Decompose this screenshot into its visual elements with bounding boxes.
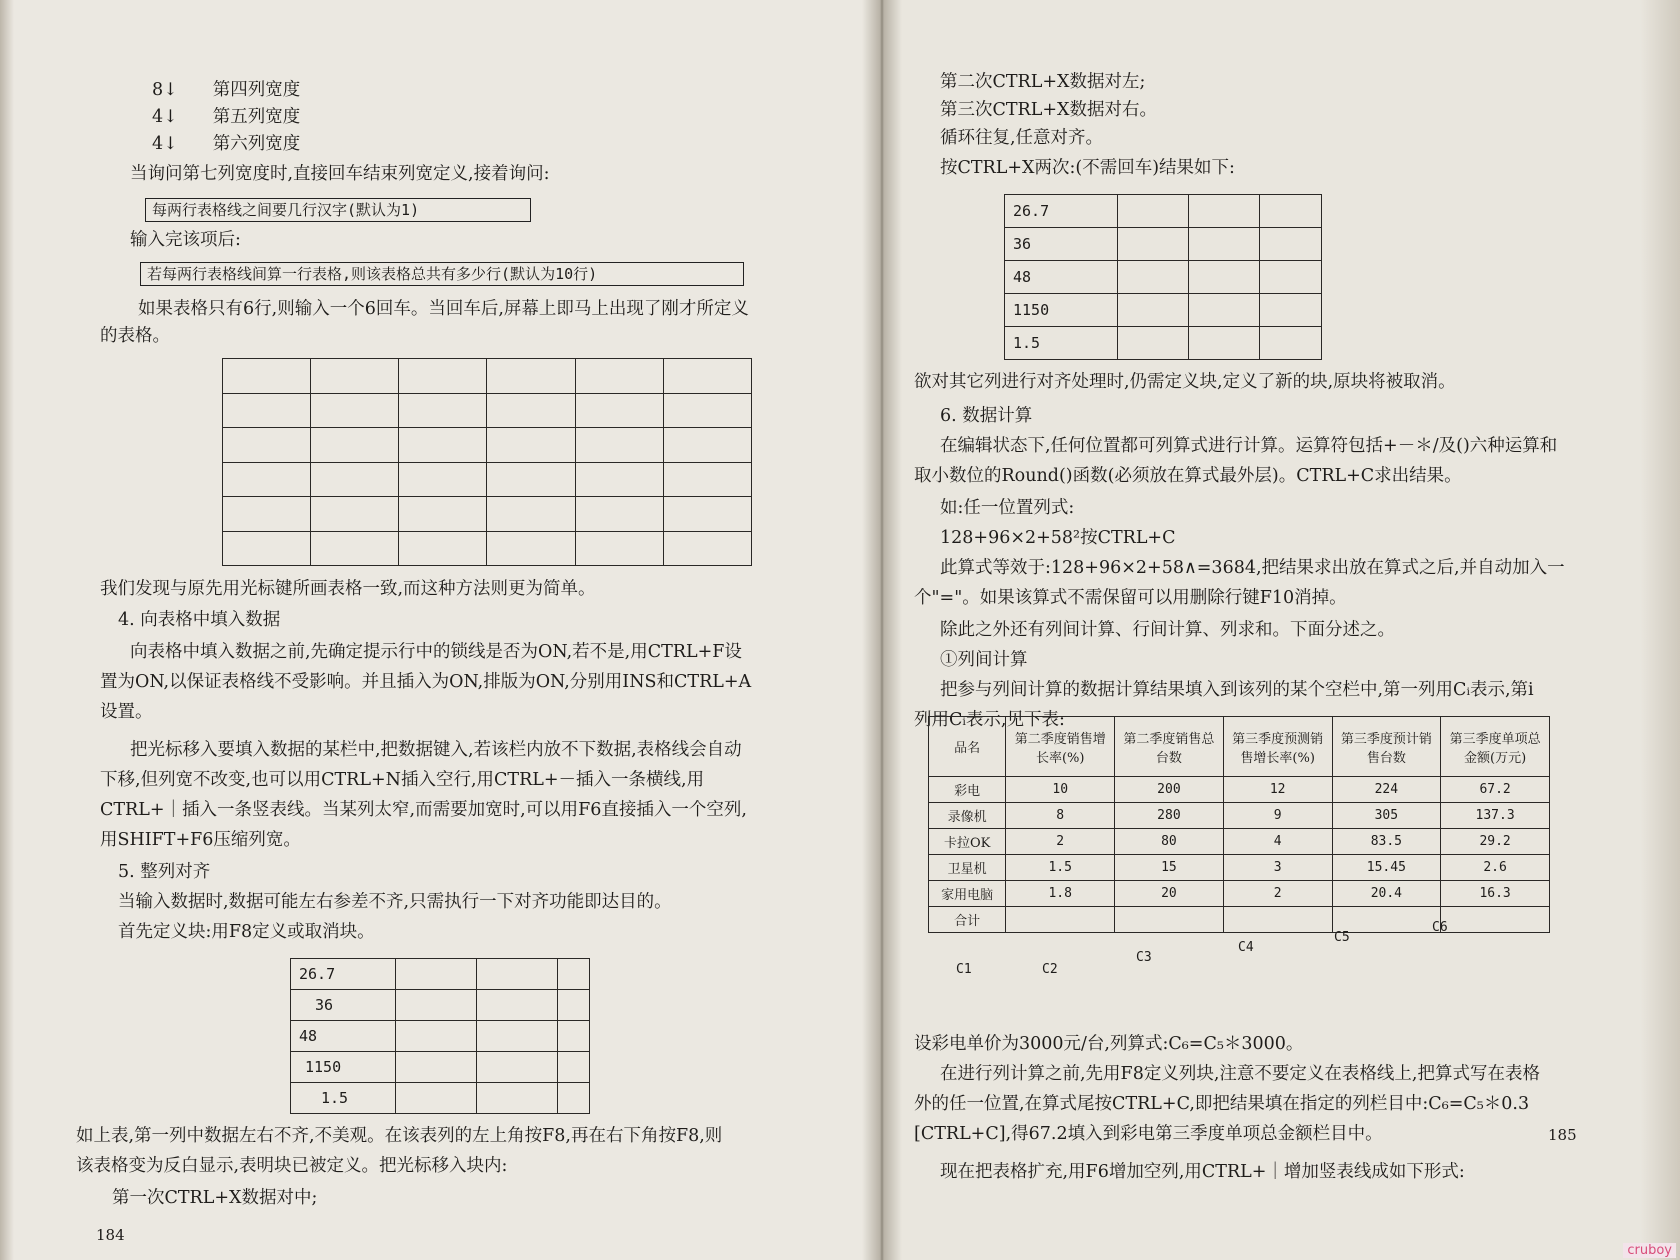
data-table (290, 958, 590, 1114)
table-header: 第二季度销售总台数 (1115, 717, 1224, 777)
text-line: 的表格。 (100, 326, 170, 346)
column-label: C3 (1136, 950, 1152, 965)
table-cell: 20 (1115, 881, 1224, 907)
table-cell: 1150 (1005, 294, 1118, 327)
text-line: 我们发现与原先用光标键所画表格一致,而这种方法则更为简单。 (100, 579, 596, 599)
table-cell: 15 (1115, 855, 1224, 881)
text-line: 设彩电单价为3000元/台,列算式:C₆=C₅＊3000。 (914, 1034, 1304, 1054)
table-cell (1006, 907, 1115, 933)
text-line: 在进行列计算之前,先用F8定义列块,注意不要定义在表格线上,把算式写在表格 (940, 1064, 1540, 1084)
empty-table (222, 358, 752, 566)
text-line: 用SHIFT+F6压缩列宽。 (100, 830, 301, 850)
prompt-box: 若每两行表格线间算一行表格,则该表格总共有多少行(默认为10行) (140, 262, 744, 286)
section-heading: 6. 数据计算 (940, 406, 1033, 426)
text-line: 输入完该项后: (130, 230, 241, 250)
section-heading: ①列间计算 (940, 650, 1028, 670)
text-line: 第三次CTRL+X数据对右。 (940, 100, 1157, 120)
prompt-box: 每两行表格线之间要几行汉字(默认为1) (145, 198, 531, 222)
table-cell: 67.2 (1441, 777, 1550, 803)
column-label: C5 (1334, 930, 1350, 945)
text-line: 外的任一位置,在算式尾按CTRL+C,即把结果填在指定的列栏目中:C₆=C₅＊0.3 (914, 1094, 1530, 1114)
table-cell: 卡拉OK (929, 829, 1006, 855)
text-line: 如果表格只有6行,则输入一个6回车。当回车后,屏幕上即马上出现了刚才所定义 (138, 299, 749, 319)
text-line: 个"="。如果该算式不需保留可以用删除行键F10消掉。 (914, 588, 1347, 608)
column-label: C6 (1432, 920, 1448, 935)
table-cell: 1.5 (1006, 855, 1115, 881)
table-cell: 26.7 (1005, 195, 1118, 228)
text-line: 此算式等效于:128+96×2+58∧=3684,把结果求出放在算式之后,并自动加入一 (940, 558, 1565, 578)
table-cell: 36 (1005, 228, 1118, 261)
table-cell: 80 (1115, 829, 1224, 855)
text-line: 首先定义块:用F8定义或取消块。 (118, 922, 375, 942)
table-header: 第三季度预测销售增长率(%) (1223, 717, 1332, 777)
table-header: 第二季度销售增长率(%) (1006, 717, 1115, 777)
table-cell: 10 (1006, 777, 1115, 803)
table-cell: 305 (1332, 803, 1441, 829)
table-cell: 2.6 (1441, 855, 1550, 881)
section-heading: 4. 向表格中填入数据 (118, 610, 281, 630)
page-number: 185 (1548, 1126, 1577, 1144)
text-line: 在编辑状态下,任何位置都可列算式进行计算。运算符包括+－＊/及()六种运算和 (940, 436, 1558, 456)
table-cell: 36 (291, 990, 396, 1021)
text-line: 除此之外还有列间计算、行间计算、列求和。下面分述之。 (940, 620, 1395, 640)
table-cell: 26.7 (291, 959, 396, 990)
table-cell: 280 (1115, 803, 1224, 829)
watermark: cruboy (1623, 1243, 1676, 1258)
text-line: 向表格中填入数据之前,先确定提示行中的锁线是否为ON,若不是,用CTRL+F设 (130, 642, 742, 662)
table-cell (1441, 907, 1550, 933)
text-line: 第二次CTRL+X数据对左; (940, 72, 1146, 92)
table-cell: 200 (1115, 777, 1224, 803)
text-line: 下移,但列宽不改变,也可以用CTRL+N插入空行,用CTRL+－插入一条横线,用 (100, 770, 705, 790)
text-line: 把参与列间计算的数据计算结果填入到该列的某个空栏中,第一列用Cᵢ表示,第i (940, 680, 1534, 700)
page-number: 184 (96, 1226, 125, 1244)
table-cell (1223, 907, 1332, 933)
text-line: 循环往复,任意对齐。 (940, 128, 1104, 148)
text-line: 第一次CTRL+X数据对中; (112, 1188, 318, 1208)
formula-line: 128+96×2+58²按CTRL+C (940, 528, 1176, 548)
table-cell: 2 (1223, 881, 1332, 907)
column-label: C4 (1238, 940, 1254, 955)
text-line: 如:任一位置列式: (940, 498, 1075, 518)
text-line: [CTRL+C],得67.2填入到彩电第三季度单项总金额栏目中。 (914, 1124, 1383, 1144)
page-edge-shadow (0, 0, 14, 1260)
table-cell: 录像机 (929, 803, 1006, 829)
table-cell: 16.3 (1441, 881, 1550, 907)
text-line: 设置。 (100, 702, 153, 722)
table-cell: 8 (1006, 803, 1115, 829)
aligned-table (1004, 194, 1322, 360)
table-cell: 1150 (291, 1052, 396, 1083)
table-header: 第三季度预计销售台数 (1332, 717, 1441, 777)
table-cell: 20.4 (1332, 881, 1441, 907)
text-line: 现在把表格扩充,用F6增加空列,用CTRL+｜增加竖表线成如下形式: (940, 1162, 1465, 1182)
table-cell: 合计 (929, 907, 1006, 933)
table-cell: 2 (1006, 829, 1115, 855)
text-line: 取小数位的Round()函数(必须放在算式最外层)。CTRL+C求出结果。 (914, 466, 1462, 486)
text-line: 当输入数据时,数据可能左右参差不齐,只需执行一下对齐功能即达目的。 (118, 892, 672, 912)
text-line: 4↓ 第五列宽度 (152, 107, 301, 127)
table-cell: 15.45 (1332, 855, 1441, 881)
table-cell: 83.5 (1332, 829, 1441, 855)
table-cell: 卫星机 (929, 855, 1006, 881)
right-page (888, 0, 1680, 1260)
text-line: CTRL+｜插入一条竖表线。当某列太窄,而需要加宽时,可以用F6直接插入一个空列, (100, 800, 747, 820)
column-label: C2 (1042, 962, 1058, 977)
table-cell: 48 (1005, 261, 1118, 294)
table-cell: 48 (291, 1021, 396, 1052)
text-line: 置为ON,以保证表格线不受影响。并且插入为ON,排版为ON,分别用INS和CTRL+A (100, 672, 752, 692)
table-cell: 29.2 (1441, 829, 1550, 855)
table-cell: 1.8 (1006, 881, 1115, 907)
text-line: 把光标移入要填入数据的某栏中,把数据键入,若该栏内放不下数据,表格线会自动 (130, 740, 742, 760)
text-line: 当询问第七列宽度时,直接回车结束列宽定义,接着询问: (130, 164, 550, 184)
table-header: 品名 (929, 717, 1006, 777)
table-cell: 9 (1223, 803, 1332, 829)
table-cell: 彩电 (929, 777, 1006, 803)
page-edge-shadow (1640, 0, 1680, 1260)
column-label: C1 (956, 962, 972, 977)
table-cell: 12 (1223, 777, 1332, 803)
text-line: 列用Cᵢ表示,见下表: (914, 710, 1065, 730)
text-line: 按CTRL+X两次:(不需回车)结果如下: (940, 158, 1235, 178)
table-cell: 137.3 (1441, 803, 1550, 829)
table-header: 第三季度单项总金额(万元) (1441, 717, 1550, 777)
table-cell: 1.5 (291, 1083, 396, 1114)
table-cell (1115, 907, 1224, 933)
text-line: 如上表,第一列中数据左右不齐,不美观。在该表列的左上角按F8,再在右下角按F8,则 (76, 1126, 723, 1146)
text-line: 该表格变为反白显示,表明块已被定义。把光标移入块内: (76, 1156, 508, 1176)
table-cell: 4 (1223, 829, 1332, 855)
table-cell: 家用电脑 (929, 881, 1006, 907)
sales-table (928, 716, 1550, 933)
section-heading: 5. 整列对齐 (118, 862, 211, 882)
text-line: 欲对其它列进行对齐处理时,仍需定义块,定义了新的块,原块将被取消。 (914, 372, 1456, 392)
table-cell: 224 (1332, 777, 1441, 803)
text-line: 8↓ 第四列宽度 (152, 80, 301, 100)
book-gutter (862, 0, 902, 1260)
table-cell (1332, 907, 1441, 933)
table-cell: 3 (1223, 855, 1332, 881)
text-line: 4↓ 第六列宽度 (152, 134, 301, 154)
table-cell: 1.5 (1005, 327, 1118, 360)
